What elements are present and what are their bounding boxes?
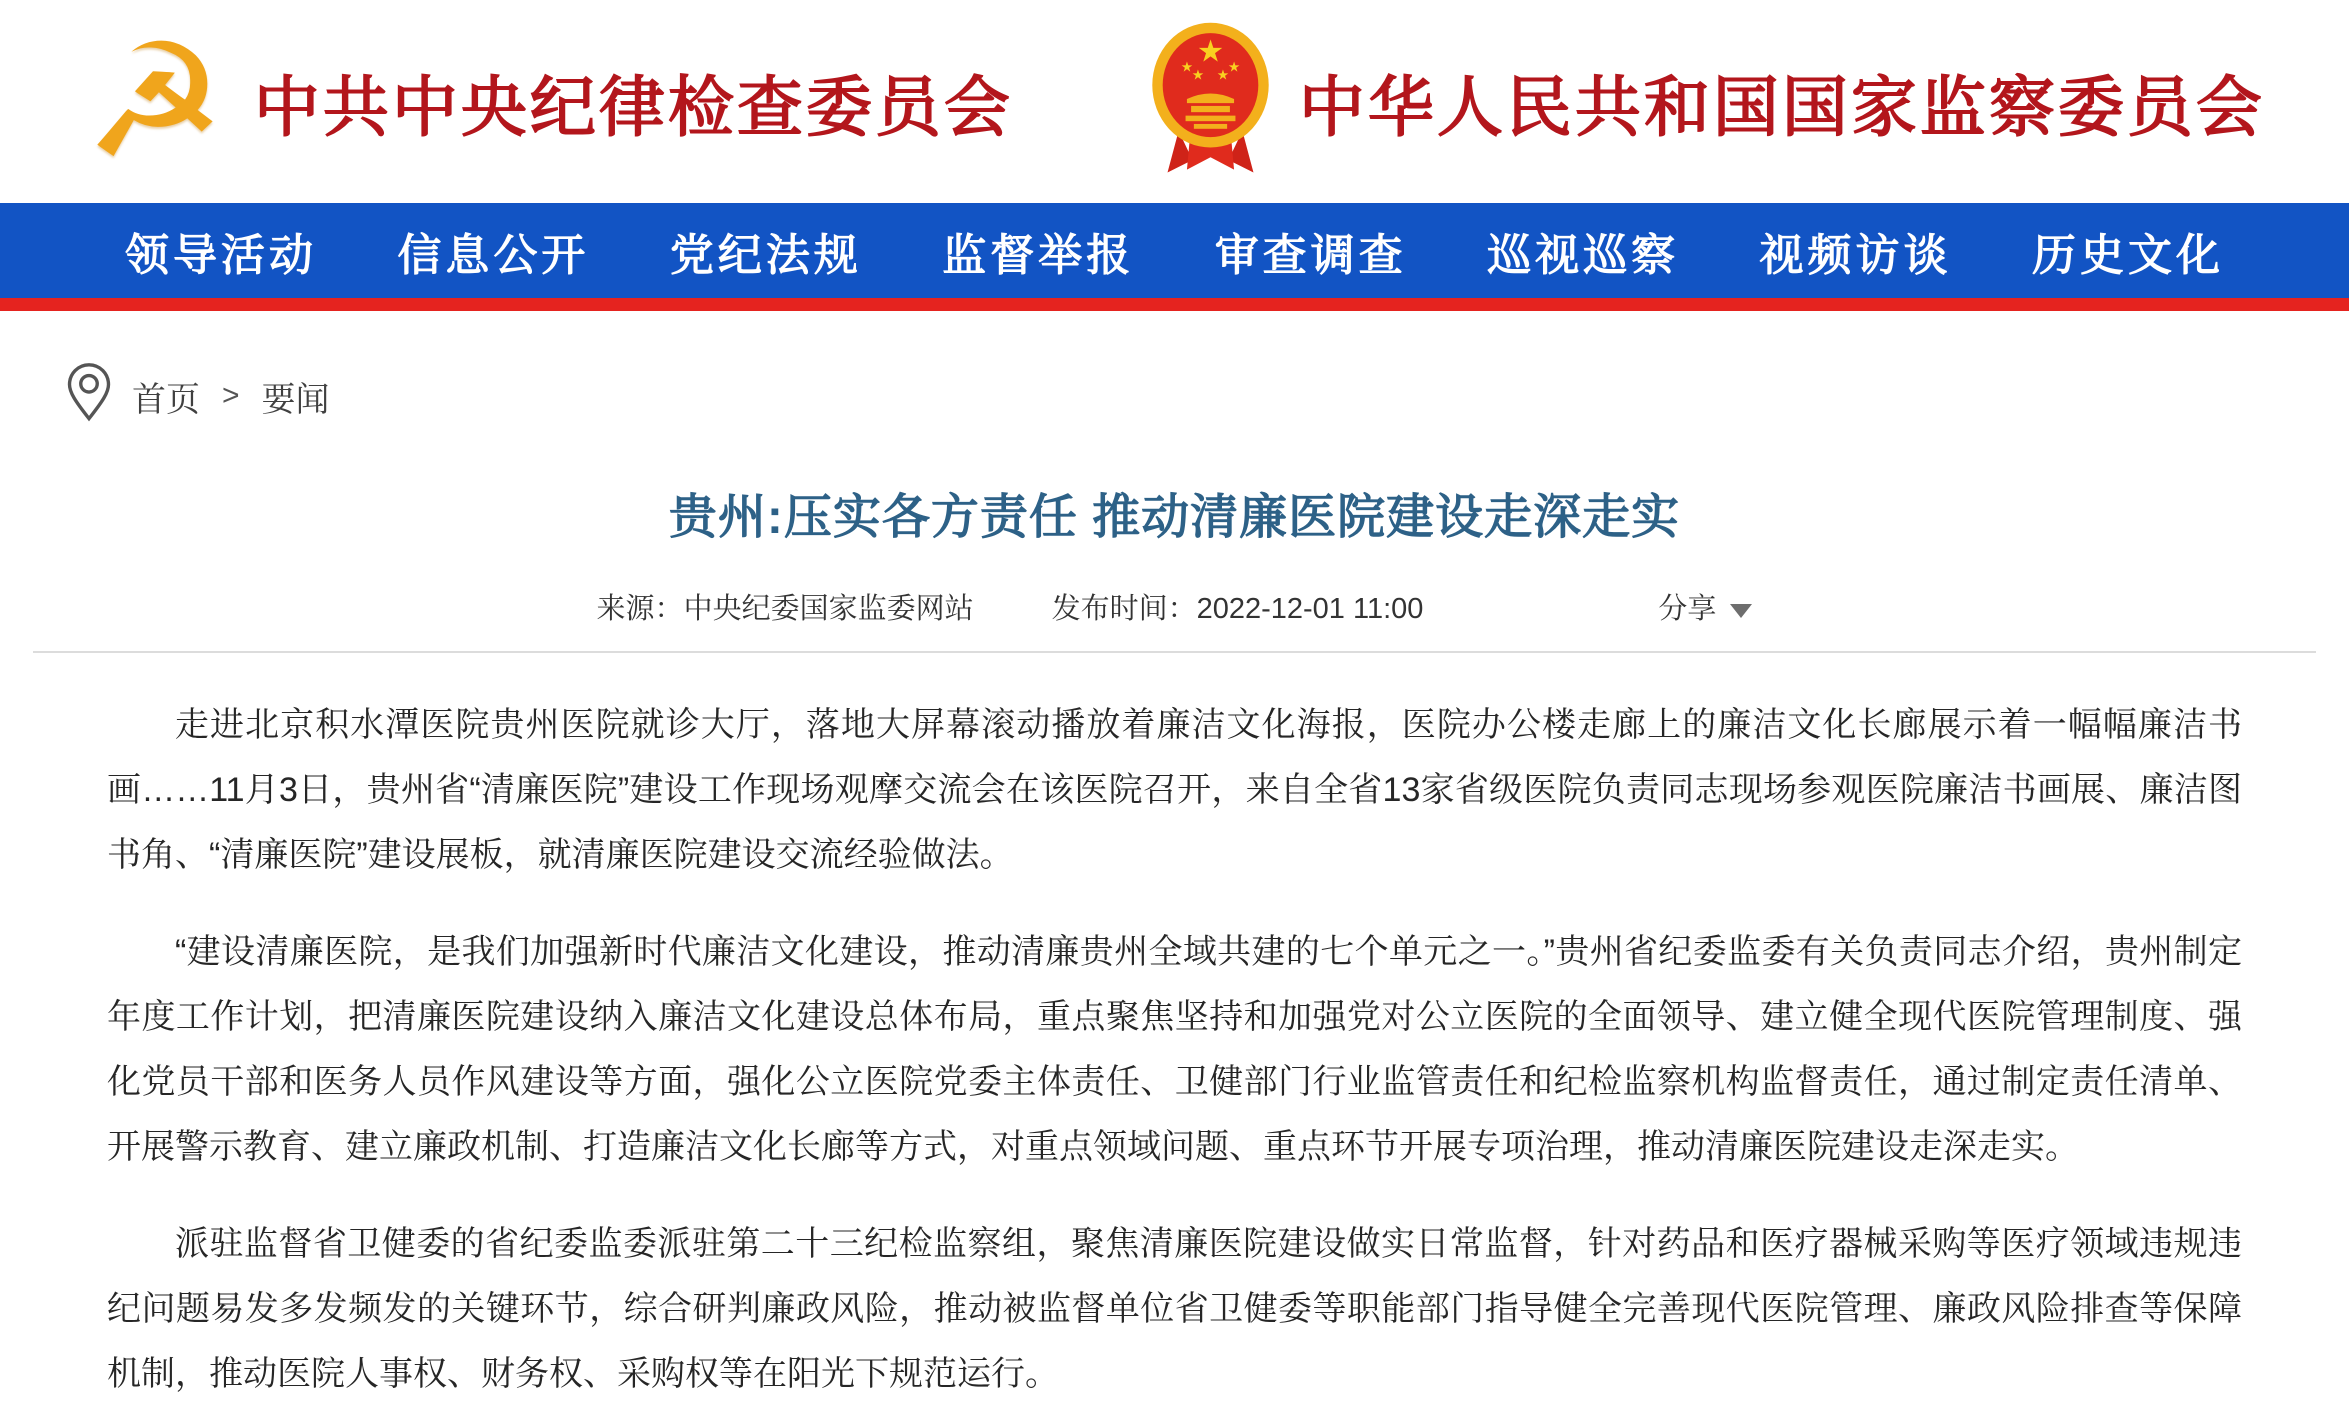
nav-item-leadership[interactable]: 领导活动 — [125, 230, 317, 280]
article-title: 贵州:压实各方责任 推动清廉医院建设走深走实 — [668, 491, 1681, 544]
breadcrumb — [0, 365, 2349, 427]
main-nav — [0, 203, 2349, 298]
article-publish-time — [1052, 587, 1424, 631]
nav-item-history-culture[interactable]: 历史文化 — [2031, 230, 2224, 280]
national-emblem-icon — [1148, 20, 1273, 183]
article-paragraph: “建设清廉医院，是我们加强新时代廉洁文化建设，推动清廉贵州全域共建的七个单元之一。”贵州省纪委监委有关负责同志介绍，贵州制定年度工作计划，把清廉医院建设纳入廉洁文化建设总体布局，重点聚焦坚持和加强党对公立医院的全面领导、建立健全现代医院管理制度、强化党员干部和医务人员作风建设等方面，强化公立医院党委主体责任、卫健部门行业监管责任和纪检监察机构监督责任，通过制定责任清单、开展警示教育、建立廉政机制、打造廉洁文化长廊等方式，对重点领域问题、重点环节开展专项治理，推动清廉医院建设走深走实。 — [107, 933, 2242, 1166]
chevron-down-icon — [1730, 604, 1752, 618]
site-header — [0, 0, 2349, 203]
nav-item-inspection[interactable]: 巡视巡察 — [1487, 230, 1680, 280]
breadcrumb-home[interactable]: 首页 — [132, 380, 200, 419]
nsc-logo-text: 中华人民共和国国家监察委员会 — [1298, 72, 2265, 145]
share-button[interactable] — [1658, 587, 1752, 631]
nav-item-info-disclosure[interactable]: 信息公开 — [397, 230, 590, 280]
article-paragraph: 走进北京积水潭医院贵州医院就诊大厅，落地大屏幕滚动播放着廉洁文化海报，医院办公楼走廊上的廉洁文化长廊展示着一幅幅廉洁书画……11月3日，贵州省“清廉医院”建设工作现场观摩交流会在该医院召开，来自全省13家省级医院负责同志现场参观医院廉洁书画展、廉洁图书角、“清廉医院”建设展板，就清廉医院建设交流经验做法。 — [107, 706, 2242, 874]
publish-value: 2022-12-01 11:00 — [1196, 593, 1424, 625]
source-value: 中央纪委国家监委网站 — [683, 593, 974, 625]
svg-text:★: ★ — [1191, 66, 1205, 83]
svg-text:★: ★ — [1196, 34, 1224, 69]
nsc-logo[interactable] — [1148, 20, 2265, 183]
party-emblem-icon: ☭ — [84, 13, 226, 190]
nav-item-review-investigation[interactable]: 审查调查 — [1214, 230, 1407, 280]
article-source — [597, 587, 974, 631]
article-body — [0, 693, 2349, 1407]
source-label: 来源： — [596, 593, 684, 625]
svg-text:★: ★ — [1180, 58, 1193, 75]
share-label: 分享 — [1658, 593, 1717, 625]
svg-text:★: ★ — [1216, 66, 1230, 83]
svg-text:★: ★ — [1227, 58, 1241, 75]
ccdi-logo[interactable] — [84, 13, 1013, 190]
nav-item-supervision-report[interactable]: 监督举报 — [942, 230, 1135, 280]
breadcrumb-separator: > — [222, 379, 240, 412]
article-meta — [0, 587, 2349, 631]
publish-label: 发布时间： — [1051, 593, 1197, 625]
meta-divider — [33, 651, 2316, 653]
ccdi-logo-text: 中共中央纪律检查委员会 — [253, 72, 1013, 145]
article — [0, 489, 2349, 1407]
nav-item-video-interview[interactable]: 视频访谈 — [1759, 230, 1952, 280]
location-pin-icon — [66, 362, 112, 431]
nav-red-stripe — [0, 298, 2349, 311]
breadcrumb-current[interactable]: 要闻 — [261, 380, 330, 419]
nav-item-party-discipline[interactable]: 党纪法规 — [669, 230, 862, 280]
article-paragraph: 派驻监督省卫健委的省纪委监委派驻第二十三纪检监察组，聚焦清廉医院建设做实日常监督，针对药品和医疗器械采购等医疗领域违规违纪问题易发多发频发的关键环节，综合研判廉政风险，推动被监督单位省卫健委等职能部门指导健全完善现代医院管理、廉政风险排查等保障机制，推动医院人事权、财务权、采购权等在阳光下规范运行。 — [107, 1225, 2242, 1393]
